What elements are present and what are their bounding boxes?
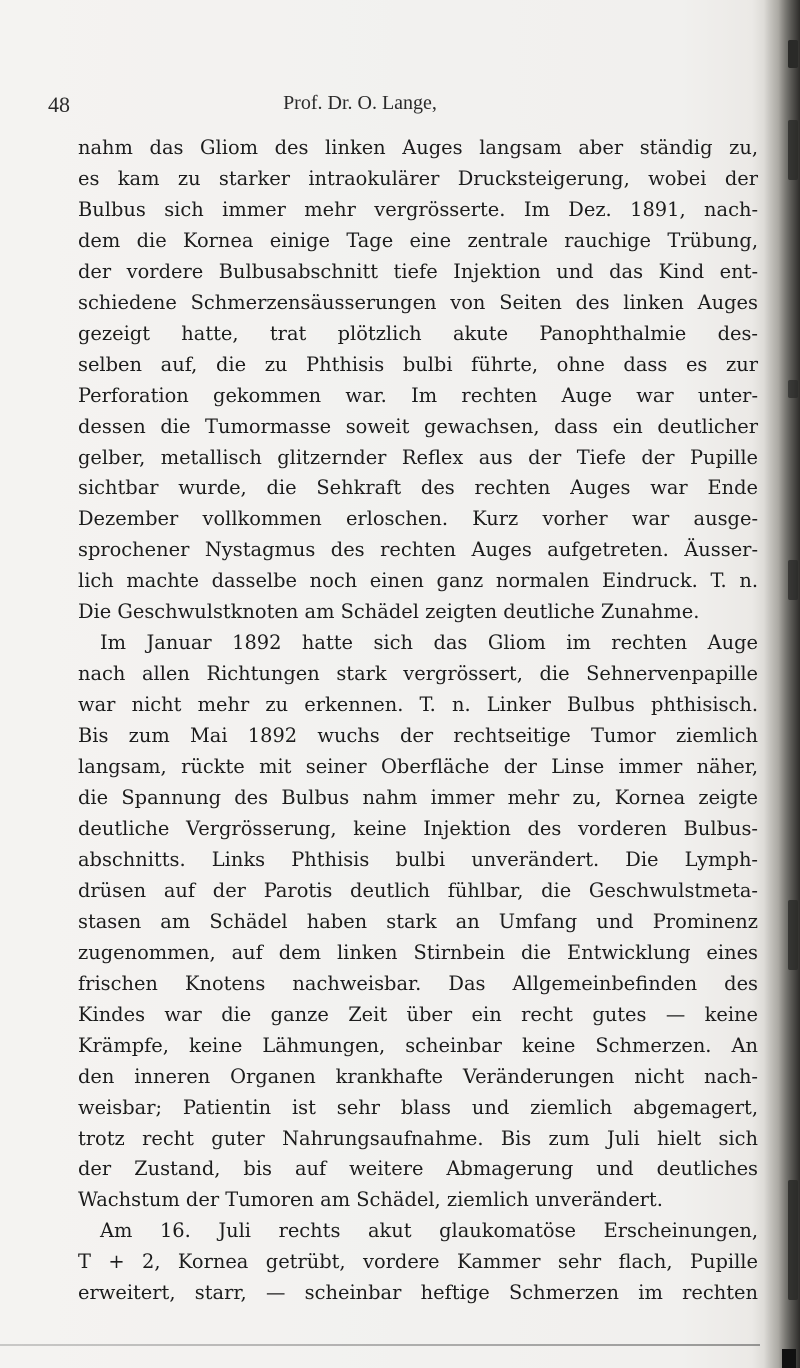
text-line: dessen die Tumormasse soweit gewachsen, dass ein deutlicher [78, 414, 758, 438]
edge-shadow-mark [788, 120, 798, 180]
text-line: sprochener Nystagmus des rechten Auges aufgetreten. Äusser- [78, 538, 758, 562]
text-line: selben auf, die zu Phthisis bulbi führte, ohne dass es zur [78, 352, 758, 376]
text-line: Im Januar 1892 hatte sich das Gliom im rechten Auge [100, 631, 758, 655]
edge-shadow-mark [788, 380, 798, 398]
text-line: erweitert, starr, — scheinbar heftige Schmerzen im rechten [78, 1281, 758, 1305]
text-line: trotz recht guter Nahrungsaufnahme. Bis zum Juli hielt sich [78, 1126, 758, 1150]
text-line: gezeigt hatte, trat plötzlich akute Panophthalmie des- [78, 321, 758, 345]
text-line: war nicht mehr zu erkennen. T. n. Linker Bulbus phthisisch. [78, 693, 758, 717]
scan-bottom-edge [0, 1344, 760, 1346]
text-line: dem die Kornea einige Tage eine zentrale rauchige Trübung, [78, 228, 758, 252]
text-line: nahm das Gliom des linken Auges langsam aber ständig zu, [78, 136, 758, 159]
text-line: den inneren Organen krankhafte Veränderungen nicht nach- [78, 1064, 758, 1088]
scan-corner-mark [782, 1349, 796, 1368]
text-line: der Zustand, bis auf weitere Abmagerung und deutliches [78, 1157, 758, 1181]
text-line: weisbar; Patientin ist sehr blass und ziemlich abgemagert, [78, 1095, 758, 1119]
text-line: sichtbar wurde, die Sehkraft des rechten Auges war Ende [78, 476, 758, 500]
edge-shadow-mark [788, 900, 798, 970]
text-line: schiedene Schmerzensäusserungen von Seiten des linken Auges [78, 290, 758, 314]
page-header [48, 92, 668, 122]
text-line: Bulbus sich immer mehr vergrösserte. Im Dez. 1891, nach- [78, 197, 758, 221]
edge-shadow-mark [788, 40, 798, 68]
text-line: Krämpfe, keine Lähmungen, scheinbar keine Schmerzen. An [78, 1033, 758, 1057]
running-head: Prof. Dr. O. Lange, [283, 92, 437, 114]
text-line: Die Geschwulstknoten am Schädel zeigten deutliche Zunahme. [78, 600, 700, 624]
text-line: abschnitts. Links Phthisis bulbi unverändert. Die Lymph- [78, 847, 758, 871]
edge-shadow-mark [788, 1180, 798, 1300]
page-number: 48 [48, 92, 70, 117]
text-line: drüsen auf der Parotis deutlich fühlbar, die Geschwulstmeta- [78, 878, 758, 902]
text-line: es kam zu starker intraokulärer Drucksteigerung, wobei der [78, 166, 758, 190]
text-line: frischen Knotens nachweisbar. Das Allgemeinbefinden des [78, 971, 758, 995]
text-line: gelber, metallisch glitzernder Reflex aus der Tiefe der Pupille [78, 445, 758, 469]
text-line: T + 2, Kornea getrübt, vordere Kammer sehr flach, Pupille [78, 1250, 758, 1274]
text-line: deutliche Vergrösserung, keine Injektion des vorderen Bulbus- [78, 816, 758, 840]
text-line: Am 16. Juli rechts akut glaukomatöse Erscheinungen, [100, 1219, 758, 1243]
text-line: Perforation gekommen war. Im rechten Auge war unter- [78, 383, 758, 407]
text-line: Kindes war die ganze Zeit über ein recht gutes — keine [78, 1002, 758, 1026]
text-line: nach allen Richtungen stark vergrössert, die Sehnervenpapille [78, 662, 758, 686]
text-line: die Spannung des Bulbus nahm immer mehr zu, Kornea zeigte [78, 786, 758, 810]
text-line: der vordere Bulbusabschnitt tiefe Injektion und das Kind ent- [78, 259, 758, 283]
text-line: lich machte dasselbe noch einen ganz normalen Eindruck. T. n. [78, 569, 758, 593]
text-line: zugenommen, auf dem linken Stirnbein die Entwicklung eines [78, 940, 758, 964]
text-line: Dezember vollkommen erloschen. Kurz vorher war ausge- [78, 507, 758, 531]
edge-shadow-mark [788, 560, 798, 600]
body-text [78, 133, 758, 1309]
book-binding-edge [764, 0, 800, 1368]
text-line: Wachstum der Tumoren am Schädel, ziemlich unverändert. [78, 1188, 663, 1212]
text-line: Bis zum Mai 1892 wuchs der rechtseitige Tumor ziemlich [78, 724, 758, 748]
text-line: stasen am Schädel haben stark an Umfang und Prominenz [78, 909, 758, 933]
text-line: langsam, rückte mit seiner Oberfläche der Linse immer näher, [78, 755, 758, 779]
